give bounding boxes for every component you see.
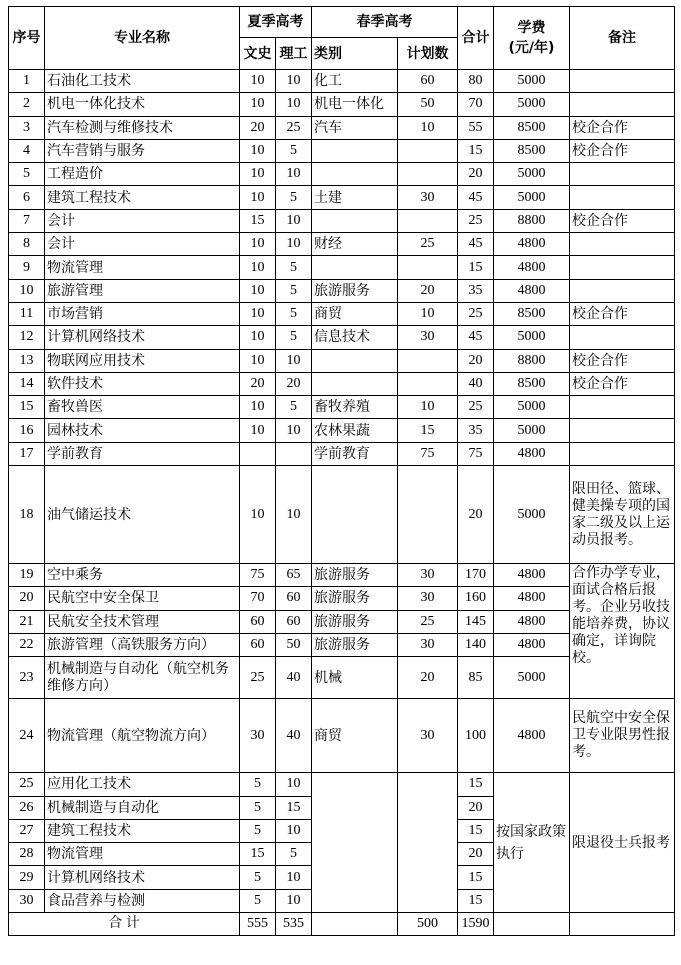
ligong-cell: 5 (276, 186, 312, 209)
total-cell: 55 (458, 116, 494, 139)
table-row (9, 442, 675, 465)
category-cell: 旅游服务 (312, 610, 398, 633)
wenshi-cell: 75 (240, 564, 276, 587)
total-cell: 80 (458, 70, 494, 93)
major-cell: 机械制造与自动化（航空机务维修方向） (45, 657, 240, 699)
wenshi-cell: 10 (240, 279, 276, 302)
seq-cell: 5 (9, 163, 45, 186)
table-row (9, 186, 675, 209)
major-cell: 软件技术 (45, 372, 240, 395)
ligong-cell (276, 442, 312, 465)
plan-cell: 30 (398, 326, 458, 349)
header-seq: 序号 (9, 7, 45, 70)
fee-cell: 5000 (494, 186, 570, 209)
category-cell (312, 209, 398, 232)
note-cell (570, 279, 675, 302)
plan-cell: 30 (398, 699, 458, 773)
header-plan: 计划数 (398, 38, 458, 70)
category-cell (312, 349, 398, 372)
table-row (9, 466, 675, 564)
major-cell: 畜牧兽医 (45, 396, 240, 419)
plan-cell (398, 209, 458, 232)
total-cell: 15 (458, 773, 494, 796)
major-cell: 建筑工程技术 (45, 819, 240, 842)
total-cell: 15 (458, 889, 494, 912)
wenshi-cell: 10 (240, 186, 276, 209)
wenshi-cell: 10 (240, 70, 276, 93)
plan-cell (398, 466, 458, 564)
total-cell: 35 (458, 419, 494, 442)
major-cell: 计算机网络技术 (45, 866, 240, 889)
seq-cell: 18 (9, 466, 45, 564)
total-cell: 75 (458, 442, 494, 465)
ligong-cell: 60 (276, 587, 312, 610)
plan-cell-empty (398, 773, 458, 913)
category-cell: 汽车 (312, 116, 398, 139)
wenshi-cell: 10 (240, 93, 276, 116)
total-cell: 25 (458, 396, 494, 419)
major-cell: 旅游管理（高铁服务方向） (45, 633, 240, 656)
seq-cell: 6 (9, 186, 45, 209)
seq-cell: 20 (9, 587, 45, 610)
plan-cell: 50 (398, 93, 458, 116)
major-cell: 旅游管理 (45, 279, 240, 302)
fee-cell: 8500 (494, 372, 570, 395)
table-row (9, 326, 675, 349)
sum-label: 合 计 (9, 913, 240, 936)
category-cell (312, 139, 398, 162)
wenshi-cell: 10 (240, 233, 276, 256)
fee-cell: 4800 (494, 442, 570, 465)
wenshi-cell: 10 (240, 326, 276, 349)
category-cell: 化工 (312, 70, 398, 93)
header-row-1 (9, 7, 675, 38)
note-cell (570, 419, 675, 442)
seq-cell: 21 (9, 610, 45, 633)
fee-cell: 5000 (494, 70, 570, 93)
plan-cell (398, 372, 458, 395)
plan-cell: 60 (398, 70, 458, 93)
table-row (9, 699, 675, 773)
ligong-cell: 10 (276, 70, 312, 93)
ligong-cell: 10 (276, 93, 312, 116)
fee-cell: 5000 (494, 657, 570, 699)
plan-cell: 75 (398, 442, 458, 465)
wenshi-cell: 10 (240, 302, 276, 325)
ligong-cell: 10 (276, 163, 312, 186)
seq-cell: 2 (9, 93, 45, 116)
major-cell: 会计 (45, 209, 240, 232)
plan-cell: 25 (398, 610, 458, 633)
category-cell: 信息技术 (312, 326, 398, 349)
ligong-cell: 10 (276, 773, 312, 796)
sum-fee-empty (494, 913, 570, 936)
total-cell: 160 (458, 587, 494, 610)
header-wenshi: 文史 (240, 38, 276, 70)
ligong-cell: 10 (276, 349, 312, 372)
fee-cell: 8500 (494, 302, 570, 325)
seq-cell: 25 (9, 773, 45, 796)
note-cell: 校企合作 (570, 116, 675, 139)
wenshi-cell: 10 (240, 466, 276, 564)
seq-cell: 10 (9, 279, 45, 302)
table-row (9, 163, 675, 186)
enrollment-plan-table (8, 6, 675, 936)
seq-cell: 26 (9, 796, 45, 819)
ligong-cell: 5 (276, 139, 312, 162)
plan-cell: 10 (398, 302, 458, 325)
seq-cell: 1 (9, 70, 45, 93)
note-cell: 校企合作 (570, 302, 675, 325)
fee-cell: 5000 (494, 163, 570, 186)
sum-row (9, 913, 675, 936)
header-note: 备注 (570, 7, 675, 70)
ligong-cell: 10 (276, 233, 312, 256)
total-cell: 35 (458, 279, 494, 302)
header-spring: 春季高考 (312, 7, 458, 38)
table-row (9, 70, 675, 93)
wenshi-cell: 10 (240, 139, 276, 162)
note-cell (570, 93, 675, 116)
header-category: 类别 (312, 38, 398, 70)
major-cell: 油气储运技术 (45, 466, 240, 564)
note-cell (570, 186, 675, 209)
ligong-cell: 10 (276, 466, 312, 564)
total-cell: 20 (458, 349, 494, 372)
ligong-cell: 20 (276, 372, 312, 395)
total-cell: 15 (458, 866, 494, 889)
table-row (9, 372, 675, 395)
fee-cell: 8500 (494, 139, 570, 162)
major-cell: 汽车营销与服务 (45, 139, 240, 162)
seq-cell: 11 (9, 302, 45, 325)
seq-cell: 17 (9, 442, 45, 465)
total-cell: 20 (458, 843, 494, 866)
fee-cell: 4800 (494, 279, 570, 302)
sum-note-empty (570, 913, 675, 936)
ligong-cell: 10 (276, 209, 312, 232)
category-cell (312, 372, 398, 395)
major-cell: 空中乘务 (45, 564, 240, 587)
category-cell (312, 256, 398, 279)
fee-cell: 5000 (494, 326, 570, 349)
note-cell-veteran: 限退役士兵报考 (570, 773, 675, 913)
plan-cell: 30 (398, 186, 458, 209)
table-row (9, 419, 675, 442)
total-cell: 40 (458, 372, 494, 395)
total-cell: 15 (458, 819, 494, 842)
note-cell (570, 256, 675, 279)
table-body (9, 70, 675, 936)
table-row (9, 396, 675, 419)
total-cell: 25 (458, 209, 494, 232)
total-cell: 170 (458, 564, 494, 587)
ligong-cell: 10 (276, 866, 312, 889)
major-cell: 计算机网络技术 (45, 326, 240, 349)
plan-cell: 10 (398, 396, 458, 419)
major-cell: 建筑工程技术 (45, 186, 240, 209)
note-cell: 校企合作 (570, 139, 675, 162)
plan-cell (398, 139, 458, 162)
ligong-cell: 10 (276, 889, 312, 912)
major-cell: 机电一体化技术 (45, 93, 240, 116)
plan-cell (398, 349, 458, 372)
plan-cell: 20 (398, 279, 458, 302)
note-cell (570, 233, 675, 256)
header-major: 专业名称 (45, 7, 240, 70)
note-cell (570, 326, 675, 349)
fee-cell: 5000 (494, 93, 570, 116)
fee-cell: 4800 (494, 256, 570, 279)
seq-cell: 23 (9, 657, 45, 699)
seq-cell: 14 (9, 372, 45, 395)
category-cell: 土建 (312, 186, 398, 209)
plan-cell: 15 (398, 419, 458, 442)
seq-cell: 30 (9, 889, 45, 912)
seq-cell: 12 (9, 326, 45, 349)
category-cell: 旅游服务 (312, 633, 398, 656)
wenshi-cell: 25 (240, 657, 276, 699)
plan-cell: 10 (398, 116, 458, 139)
wenshi-cell: 10 (240, 349, 276, 372)
wenshi-cell: 20 (240, 116, 276, 139)
header-fee: 学费 (元/年) (494, 7, 570, 70)
fee-cell: 4800 (494, 610, 570, 633)
fee-cell-veteran: 按国家政策执行 (494, 773, 570, 913)
wenshi-cell: 5 (240, 889, 276, 912)
table-row (9, 773, 675, 796)
sum-plan: 500 (398, 913, 458, 936)
wenshi-cell: 10 (240, 396, 276, 419)
wenshi-cell: 5 (240, 796, 276, 819)
category-cell: 学前教育 (312, 442, 398, 465)
note-cell: 校企合作 (570, 349, 675, 372)
category-cell: 农林果蔬 (312, 419, 398, 442)
fee-cell: 4800 (494, 699, 570, 773)
major-cell: 物流管理 (45, 256, 240, 279)
ligong-cell: 5 (276, 302, 312, 325)
table-row (9, 279, 675, 302)
fee-cell: 5000 (494, 419, 570, 442)
fee-cell: 4800 (494, 633, 570, 656)
fee-cell: 5000 (494, 396, 570, 419)
table-row (9, 302, 675, 325)
ligong-cell: 5 (276, 279, 312, 302)
total-cell: 45 (458, 233, 494, 256)
major-cell: 物流管理（航空物流方向） (45, 699, 240, 773)
table-row (9, 256, 675, 279)
wenshi-cell: 15 (240, 209, 276, 232)
category-cell (312, 466, 398, 564)
ligong-cell: 25 (276, 116, 312, 139)
ligong-cell: 65 (276, 564, 312, 587)
major-cell: 工程造价 (45, 163, 240, 186)
total-cell: 15 (458, 256, 494, 279)
total-cell: 85 (458, 657, 494, 699)
seq-cell: 28 (9, 843, 45, 866)
category-cell: 机电一体化 (312, 93, 398, 116)
seq-cell: 9 (9, 256, 45, 279)
plan-cell: 20 (398, 657, 458, 699)
plan-cell (398, 163, 458, 186)
plan-cell: 30 (398, 564, 458, 587)
header-total: 合计 (458, 7, 494, 70)
fee-cell: 4800 (494, 564, 570, 587)
seq-cell: 27 (9, 819, 45, 842)
ligong-cell: 5 (276, 256, 312, 279)
ligong-cell: 60 (276, 610, 312, 633)
major-cell: 民航安全技术管理 (45, 610, 240, 633)
category-cell: 机械 (312, 657, 398, 699)
total-cell: 45 (458, 326, 494, 349)
category-cell: 财经 (312, 233, 398, 256)
table-row (9, 349, 675, 372)
note-cell (570, 396, 675, 419)
major-cell: 物联网应用技术 (45, 349, 240, 372)
seq-cell: 7 (9, 209, 45, 232)
total-cell: 45 (458, 186, 494, 209)
table-row (9, 209, 675, 232)
fee-cell: 5000 (494, 466, 570, 564)
category-cell-empty (312, 773, 398, 913)
plan-cell: 25 (398, 233, 458, 256)
sum-ligong: 535 (276, 913, 312, 936)
total-cell: 70 (458, 93, 494, 116)
table-row (9, 139, 675, 162)
wenshi-cell: 5 (240, 866, 276, 889)
ligong-cell: 10 (276, 819, 312, 842)
wenshi-cell: 30 (240, 699, 276, 773)
major-cell: 石油化工技术 (45, 70, 240, 93)
total-cell: 25 (458, 302, 494, 325)
wenshi-cell: 20 (240, 372, 276, 395)
wenshi-cell: 5 (240, 773, 276, 796)
ligong-cell: 5 (276, 396, 312, 419)
category-cell: 旅游服务 (312, 279, 398, 302)
sum-category-empty (312, 913, 398, 936)
fee-cell: 4800 (494, 587, 570, 610)
major-cell: 机械制造与自动化 (45, 796, 240, 819)
seq-cell: 22 (9, 633, 45, 656)
category-cell: 旅游服务 (312, 564, 398, 587)
plan-cell: 30 (398, 587, 458, 610)
major-cell: 园林技术 (45, 419, 240, 442)
sum-total: 1590 (458, 913, 494, 936)
ligong-cell: 5 (276, 326, 312, 349)
seq-cell: 8 (9, 233, 45, 256)
ligong-cell: 5 (276, 843, 312, 866)
note-cell: 限田径、篮球、健美操专项的国家二级及以上运动员报考。 (570, 466, 675, 564)
major-cell: 食品营养与检测 (45, 889, 240, 912)
ligong-cell: 40 (276, 657, 312, 699)
major-cell: 汽车检测与维修技术 (45, 116, 240, 139)
major-cell: 应用化工技术 (45, 773, 240, 796)
category-cell: 商贸 (312, 302, 398, 325)
wenshi-cell: 60 (240, 610, 276, 633)
note-cell: 校企合作 (570, 372, 675, 395)
major-cell: 市场营销 (45, 302, 240, 325)
wenshi-cell: 10 (240, 256, 276, 279)
major-cell: 会计 (45, 233, 240, 256)
category-cell: 旅游服务 (312, 587, 398, 610)
total-cell: 20 (458, 466, 494, 564)
fee-cell: 8800 (494, 209, 570, 232)
major-cell: 民航空中安全保卫 (45, 587, 240, 610)
ligong-cell: 10 (276, 419, 312, 442)
note-cell: 民航空中安全保卫专业限男性报考。 (570, 699, 675, 773)
seq-cell: 24 (9, 699, 45, 773)
wenshi-cell: 15 (240, 843, 276, 866)
total-cell: 145 (458, 610, 494, 633)
total-cell: 20 (458, 163, 494, 186)
fee-cell: 8800 (494, 349, 570, 372)
note-cell (570, 163, 675, 186)
table-row (9, 564, 675, 587)
seq-cell: 19 (9, 564, 45, 587)
note-cell (570, 70, 675, 93)
category-cell: 商贸 (312, 699, 398, 773)
ligong-cell: 15 (276, 796, 312, 819)
seq-cell: 4 (9, 139, 45, 162)
sum-wenshi: 555 (240, 913, 276, 936)
ligong-cell: 50 (276, 633, 312, 656)
total-cell: 15 (458, 139, 494, 162)
seq-cell: 13 (9, 349, 45, 372)
seq-cell: 15 (9, 396, 45, 419)
wenshi-cell: 10 (240, 163, 276, 186)
table-row (9, 116, 675, 139)
category-cell (312, 163, 398, 186)
wenshi-cell: 60 (240, 633, 276, 656)
table-row (9, 93, 675, 116)
wenshi-cell: 5 (240, 819, 276, 842)
total-cell: 20 (458, 796, 494, 819)
plan-cell (398, 256, 458, 279)
seq-cell: 3 (9, 116, 45, 139)
fee-cell: 8500 (494, 116, 570, 139)
total-cell: 140 (458, 633, 494, 656)
wenshi-cell: 10 (240, 419, 276, 442)
seq-cell: 29 (9, 866, 45, 889)
fee-cell: 4800 (494, 233, 570, 256)
plan-cell: 30 (398, 633, 458, 656)
header-summer: 夏季高考 (240, 7, 312, 38)
wenshi-cell: 70 (240, 587, 276, 610)
total-cell: 100 (458, 699, 494, 773)
note-cell: 校企合作 (570, 209, 675, 232)
note-cell-aviation: 合作办学专业，面试合格后报考。企业另收技能培养费，协议确定，详询院校。 (570, 564, 675, 699)
ligong-cell: 40 (276, 699, 312, 773)
note-cell (570, 442, 675, 465)
wenshi-cell (240, 442, 276, 465)
major-cell: 学前教育 (45, 442, 240, 465)
header-ligong: 理工 (276, 38, 312, 70)
seq-cell: 16 (9, 419, 45, 442)
major-cell: 物流管理 (45, 843, 240, 866)
category-cell: 畜牧养殖 (312, 396, 398, 419)
table-row (9, 233, 675, 256)
